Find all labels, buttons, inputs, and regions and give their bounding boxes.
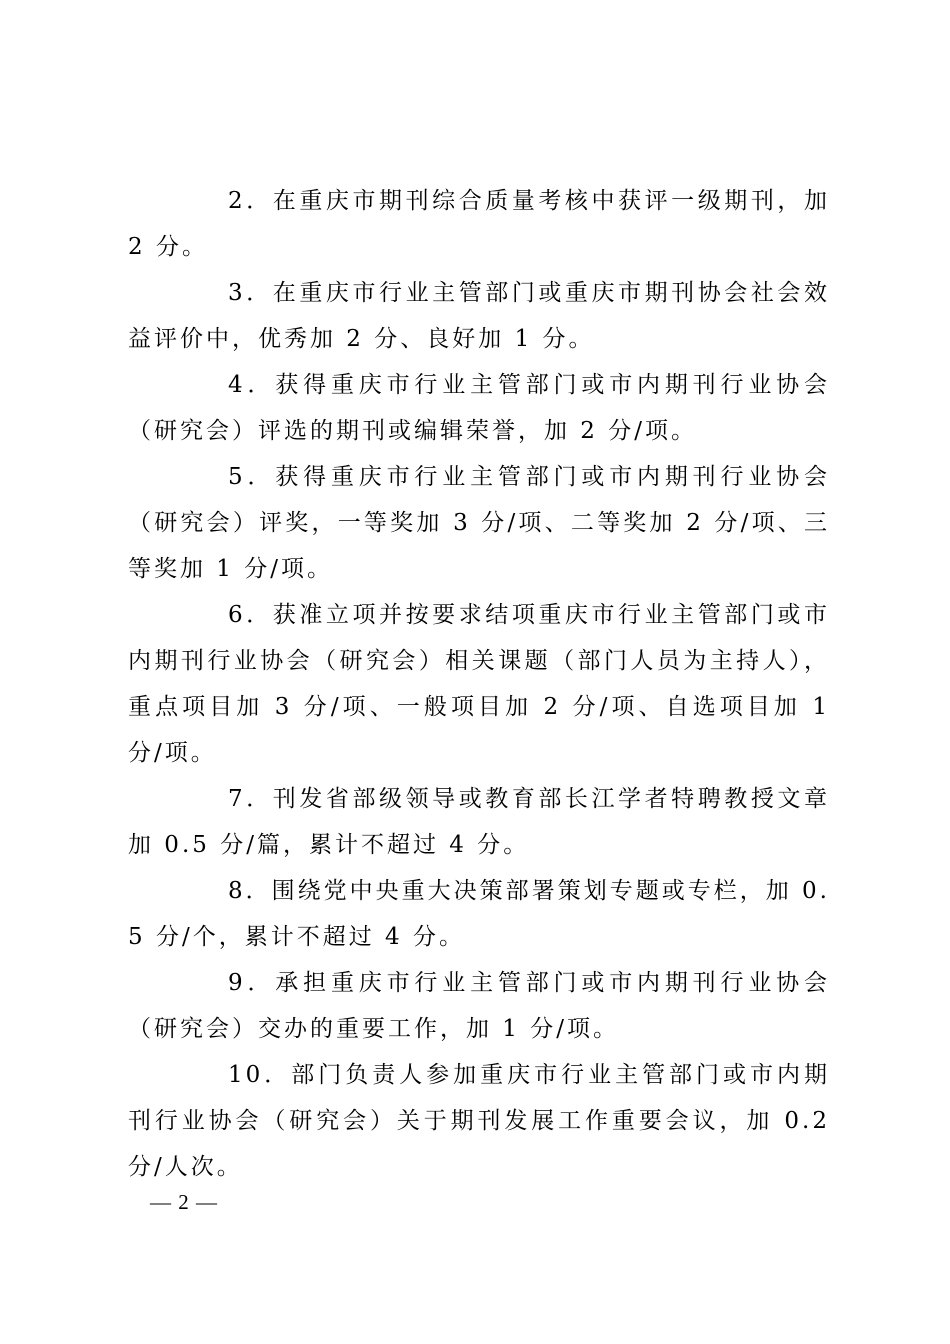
document-body — [128, 178, 830, 1190]
page-number: — 2 — — [150, 1190, 218, 1214]
paragraph-item-5: 5．获得重庆市行业主管部门或市内期刊行业协会（研究会）评奖，一等奖加 3 分/项、二等奖加 2 分/项、三等奖加 1 分/项。 — [128, 464, 830, 582]
paragraph-item-10: 10．部门负责人参加重庆市行业主管部门或市内期刊行业协会（研究会）关于期刊发展工作重要会议，加 0.2 分/人次。 — [128, 1062, 830, 1180]
paragraph-item-8: 8．围绕党中央重大决策部署策划专题或专栏，加 0.5 分/个，累计不超过 4 分。 — [128, 878, 830, 950]
paragraph-item-3: 3．在重庆市行业主管部门或重庆市期刊协会社会效益评价中，优秀加 2 分、良好加 1 分。 — [128, 280, 830, 352]
paragraph-item-2: 2．在重庆市期刊综合质量考核中获评一级期刊，加 2 分。 — [128, 188, 830, 260]
paragraph-item-9: 9．承担重庆市行业主管部门或市内期刊行业协会（研究会）交办的重要工作，加 1 分/项。 — [128, 970, 830, 1042]
paragraph-item-7: 7．刊发省部级领导或教育部长江学者特聘教授文章加 0.5 分/篇，累计不超过 4 分。 — [128, 786, 830, 858]
paragraph-item-6: 6．获准立项并按要求结项重庆市行业主管部门或市内期刊行业协会（研究会）相关课题（部门人员为主持人），重点项目加 3 分/项、一般项目加 2 分/项、自选项目加 1 分/项。 — [128, 602, 830, 766]
paragraph-item-4: 4．获得重庆市行业主管部门或市内期刊行业协会（研究会）评选的期刊或编辑荣誉，加 2 分/项。 — [128, 372, 830, 444]
